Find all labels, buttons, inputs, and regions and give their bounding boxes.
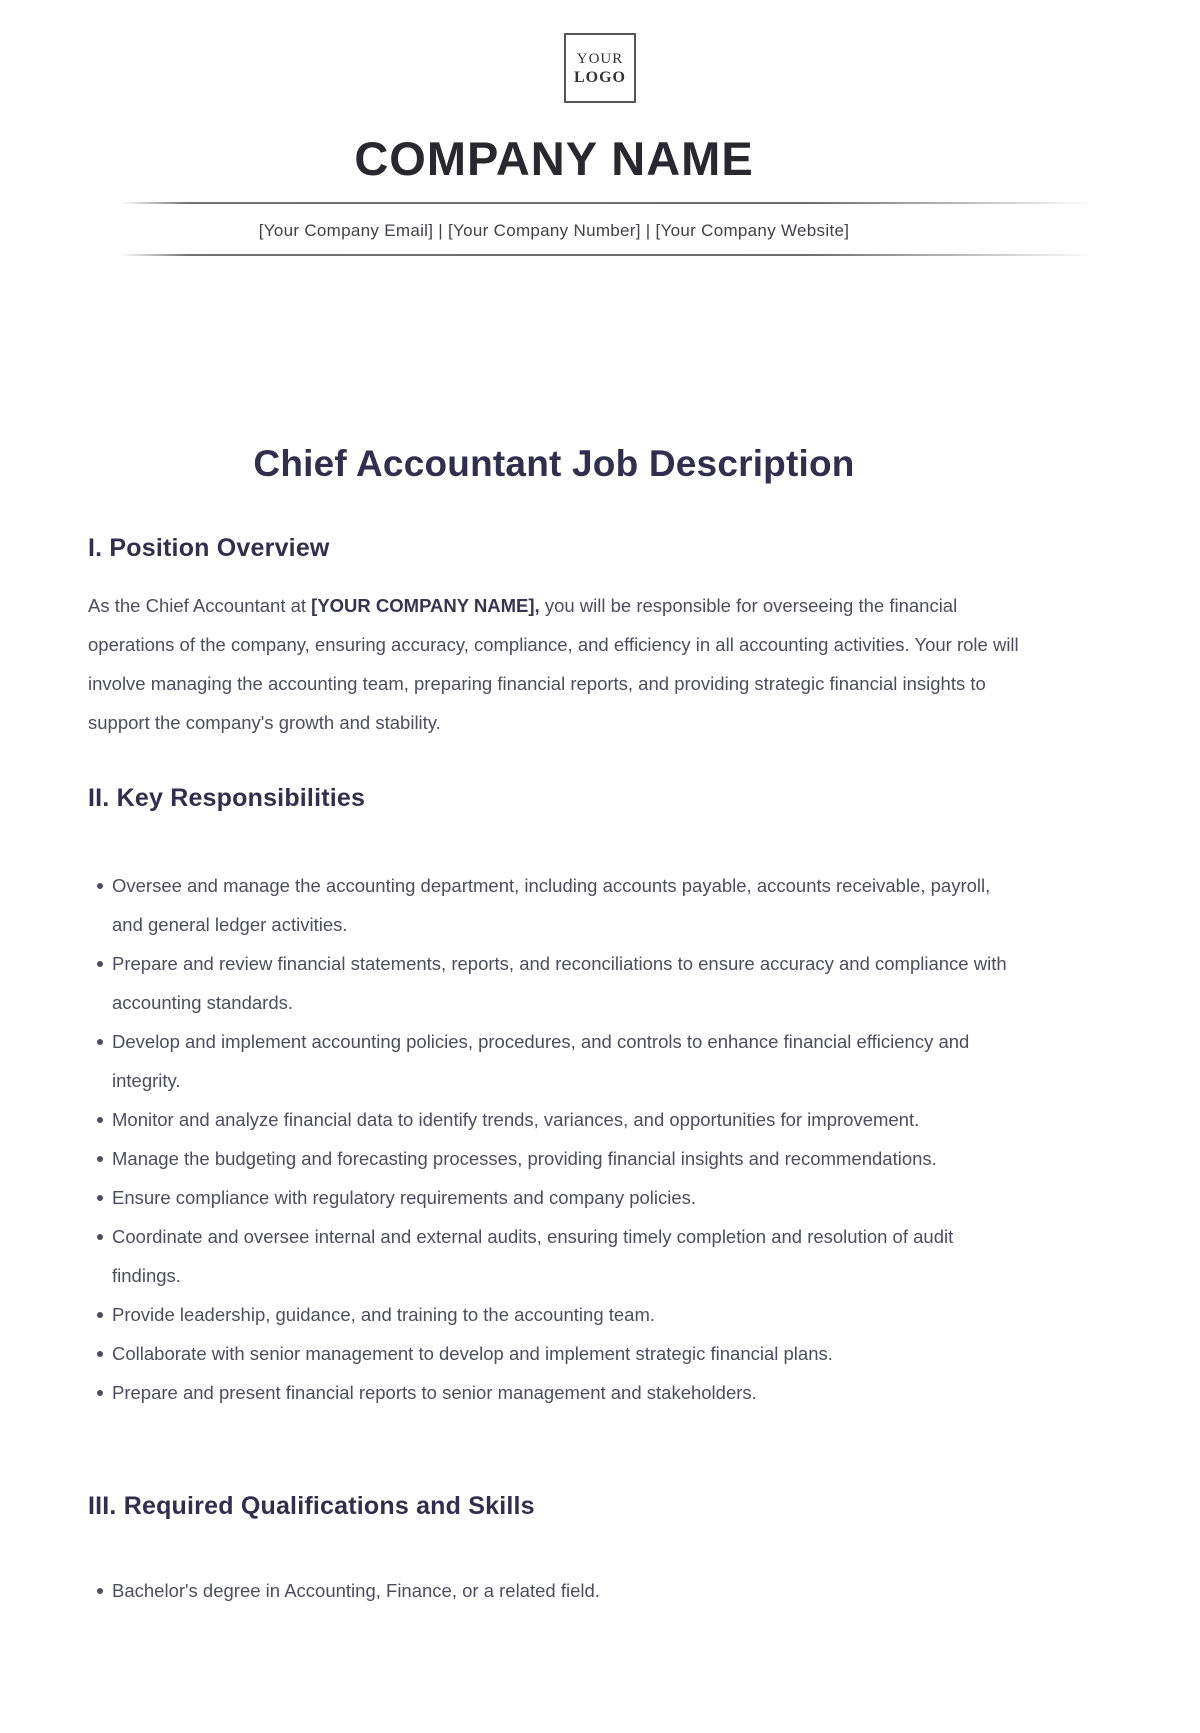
logo-text-logo: LOGO	[573, 68, 626, 86]
list-item: Collaborate with senior management to develop and implement strategic financial plans.	[88, 1334, 1020, 1373]
section-key-responsibilities	[88, 782, 1020, 1412]
header-text-block	[88, 131, 1020, 256]
list-item: Manage the budgeting and forecasting processes, providing financial insights and recommendations.	[88, 1139, 1020, 1178]
section-heading-required-qualifications: III. Required Qualifications and Skills	[88, 1492, 535, 1520]
company-name-placeholder-inline: [YOUR COMPANY NAME],	[311, 595, 540, 616]
list-item: Bachelor's degree in Accounting, Finance, or a related field.	[88, 1571, 1020, 1610]
section-heading-key-responsibilities: II. Key Responsibilities	[88, 784, 366, 812]
list-item: Prepare and review financial statements, reports, and reconciliations to ensure accuracy and compliance with accounting standards.	[88, 944, 1020, 1022]
document-header	[0, 33, 1200, 256]
company-contact-line: [Your Company Email] | [Your Company Number] | [Your Company Website]	[258, 221, 850, 240]
page-title: Chief Accountant Job Description	[253, 443, 855, 484]
list-item: Oversee and manage the accounting department, including accounts payable, accounts receivable, payroll, and general ledger activities.	[88, 866, 1020, 944]
position-overview-paragraph	[88, 586, 1020, 742]
paragraph-text-before: As the Chief Accountant at	[88, 595, 312, 616]
section-required-qualifications	[88, 1490, 1020, 1610]
list-item: Provide leadership, guidance, and training to the accounting team.	[88, 1295, 1020, 1334]
qualifications-list	[88, 1571, 1020, 1610]
section-position-overview	[88, 532, 1020, 742]
list-item: Monitor and analyze financial data to identify trends, variances, and opportunities for improvement.	[88, 1100, 1020, 1139]
list-item: Ensure compliance with regulatory requirements and company policies.	[88, 1178, 1020, 1217]
list-item: Develop and implement accounting policies, procedures, and controls to enhance financial efficiency and integrity.	[88, 1022, 1020, 1100]
header-divider-top	[120, 202, 1095, 204]
company-logo-placeholder	[564, 33, 636, 103]
list-item: Coordinate and oversee internal and external audits, ensuring timely completion and resolution of audit findings.	[88, 1217, 1020, 1295]
header-divider-bottom	[120, 254, 1095, 256]
list-item: Prepare and present financial reports to senior management and stakeholders.	[88, 1373, 1020, 1412]
logo-text-your: YOUR	[576, 50, 624, 67]
company-name: COMPANY NAME	[354, 132, 754, 185]
document-body	[88, 441, 1020, 1610]
responsibilities-list	[88, 866, 1020, 1412]
section-heading-position-overview: I. Position Overview	[88, 534, 330, 562]
paragraph-text-after: you will be responsible for overseeing the financial operations of the company, ensuring accuracy, compliance, and efficiency in all accounting activities. Your role will involve managing the accounting team, preparing financial reports, and providing strategic financial insights to support the company's growth and stability.	[88, 595, 1019, 733]
